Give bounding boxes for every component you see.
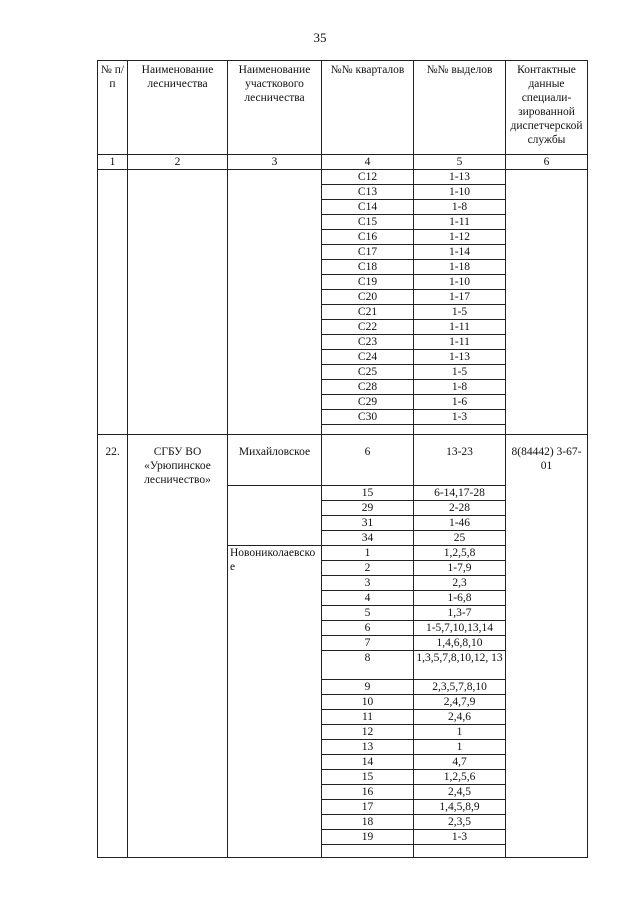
quarter-cell: 6 <box>322 435 414 486</box>
column-number: 6 <box>506 155 588 170</box>
allotment-cell: 1-46 <box>414 516 506 531</box>
quarter-cell: С14 <box>322 200 414 215</box>
quarter-cell: 1 <box>322 546 414 561</box>
quarter-cell: С19 <box>322 275 414 290</box>
quarter-cell: 5 <box>322 606 414 621</box>
continuation-block <box>98 170 588 425</box>
table-row <box>98 170 588 185</box>
quarter-cell: С20 <box>322 290 414 305</box>
allotment-cell: 1-11 <box>414 215 506 230</box>
quarter-cell: С29 <box>322 395 414 410</box>
allotment-cell: 1-13 <box>414 170 506 185</box>
allotment-cell: 2,3 <box>414 576 506 591</box>
empty-cell <box>506 170 588 425</box>
quarter-cell: 9 <box>322 680 414 695</box>
quarter-cell: 10 <box>322 695 414 710</box>
quarter-cell: 16 <box>322 785 414 800</box>
allotment-cell: 1-8 <box>414 380 506 395</box>
column-number: 1 <box>98 155 128 170</box>
allotment-cell: 1,3,5,7,8,10,12, 13 <box>414 651 506 680</box>
allotment-cell: 1-13 <box>414 350 506 365</box>
quarter-cell: 18 <box>322 815 414 830</box>
empty-cell <box>228 486 322 546</box>
allotment-cell: 1-10 <box>414 275 506 290</box>
allotment-cell: 2,3,5 <box>414 815 506 830</box>
quarter-cell: 14 <box>322 755 414 770</box>
allotment-cell: 1-3 <box>414 410 506 425</box>
allotment-cell: 1,2,5,6 <box>414 770 506 785</box>
column-number: 4 <box>322 155 414 170</box>
quarter-cell: 7 <box>322 636 414 651</box>
quarter-cell: С25 <box>322 365 414 380</box>
quarter-cell: С21 <box>322 305 414 320</box>
quarter-cell: 29 <box>322 501 414 516</box>
quarter-cell: 2 <box>322 561 414 576</box>
allotment-cell: 6-14,17-28 <box>414 486 506 501</box>
quarter-cell: 31 <box>322 516 414 531</box>
allotment-cell: 4,7 <box>414 755 506 770</box>
allotment-cell: 1-5 <box>414 305 506 320</box>
tail-cell <box>414 845 506 858</box>
row-number: 22. <box>98 435 128 845</box>
quarter-cell: 4 <box>322 591 414 606</box>
allotment-cell: 1-11 <box>414 320 506 335</box>
quarter-cell: С13 <box>322 185 414 200</box>
allotment-cell: 1,3-7 <box>414 606 506 621</box>
allotment-cell: 2,4,5 <box>414 785 506 800</box>
quarter-cell: С17 <box>322 245 414 260</box>
allotment-cell: 1-5 <box>414 365 506 380</box>
quarter-cell: С23 <box>322 335 414 350</box>
quarter-cell: 15 <box>322 486 414 501</box>
spacer-block <box>98 425 588 435</box>
quarter-cell: С16 <box>322 230 414 245</box>
quarter-cell: 8 <box>322 651 414 680</box>
quarter-cell: С22 <box>322 320 414 335</box>
quarter-cell: С12 <box>322 170 414 185</box>
quarter-cell: С30 <box>322 410 414 425</box>
quarter-cell: С28 <box>322 380 414 395</box>
allotment-cell: 1-3 <box>414 830 506 845</box>
quarter-cell: 34 <box>322 531 414 546</box>
quarter-cell: 12 <box>322 725 414 740</box>
header-num: № п/п <box>98 61 128 155</box>
quarter-cell: 13 <box>322 740 414 755</box>
allotment-cell: 1,2,5,8 <box>414 546 506 561</box>
quarter-cell: С24 <box>322 350 414 365</box>
tail-cell <box>128 845 228 858</box>
allotment-cell: 2-28 <box>414 501 506 516</box>
allotment-cell: 1-6 <box>414 395 506 410</box>
empty-cell <box>228 170 322 425</box>
quarter-cell: 15 <box>322 770 414 785</box>
column-number: 2 <box>128 155 228 170</box>
header-contacts: Контактные данные специали-зированной диспетчерской службы <box>506 61 588 155</box>
header-forestry: Наименование лесничества <box>128 61 228 155</box>
allotment-cell: 1-12 <box>414 230 506 245</box>
tail-cell <box>98 845 128 858</box>
district-name: Новониколаевское <box>228 546 322 845</box>
tail-cell <box>322 845 414 858</box>
entry-22-block <box>98 435 588 858</box>
allotment-cell: 25 <box>414 531 506 546</box>
quarter-cell: С18 <box>322 260 414 275</box>
page-number: 35 <box>313 30 327 45</box>
quarter-cell: 19 <box>322 830 414 845</box>
forestry-table <box>97 60 588 858</box>
tail-cell <box>506 845 588 858</box>
allotment-cell: 1,4,6,8,10 <box>414 636 506 651</box>
empty-cell <box>98 170 128 425</box>
allotment-cell: 1,4,5,8,9 <box>414 800 506 815</box>
header-quarters: №№ кварталов <box>322 61 414 155</box>
allotment-cell: 1-11 <box>414 335 506 350</box>
header-allotments: №№ выделов <box>414 61 506 155</box>
allotment-cell: 2,3,5,7,8,10 <box>414 680 506 695</box>
column-number: 3 <box>228 155 322 170</box>
table-row <box>98 435 588 486</box>
header-row <box>98 61 588 155</box>
allotment-cell: 1-18 <box>414 260 506 275</box>
allotment-cell: 13-23 <box>414 435 506 486</box>
allotment-cell: 2,4,7,9 <box>414 695 506 710</box>
quarter-cell: С15 <box>322 215 414 230</box>
quarter-cell: 6 <box>322 621 414 636</box>
allotment-cell: 1-6,8 <box>414 591 506 606</box>
quarter-cell: 11 <box>322 710 414 725</box>
allotment-cell: 1-5,7,10,13,14 <box>414 621 506 636</box>
allotment-cell: 2,4,6 <box>414 710 506 725</box>
tail-cell <box>228 845 322 858</box>
allotment-cell: 1-17 <box>414 290 506 305</box>
contact-info: 8(84442) 3-67-01 <box>506 435 588 845</box>
column-number-row <box>98 155 588 170</box>
allotment-cell: 1 <box>414 725 506 740</box>
header-district: Наименование участкового лесничества <box>228 61 322 155</box>
quarter-cell: 17 <box>322 800 414 815</box>
allotment-cell: 1 <box>414 740 506 755</box>
quarter-cell: 3 <box>322 576 414 591</box>
district-name: Михайловское <box>228 435 322 486</box>
allotment-cell: 1-7,9 <box>414 561 506 576</box>
column-number: 5 <box>414 155 506 170</box>
allotment-cell: 1-8 <box>414 200 506 215</box>
empty-cell <box>128 170 228 425</box>
allotment-cell: 1-14 <box>414 245 506 260</box>
forestry-name: СГБУ ВО «Урюпинское лесничество» <box>128 435 228 845</box>
allotment-cell: 1-10 <box>414 185 506 200</box>
